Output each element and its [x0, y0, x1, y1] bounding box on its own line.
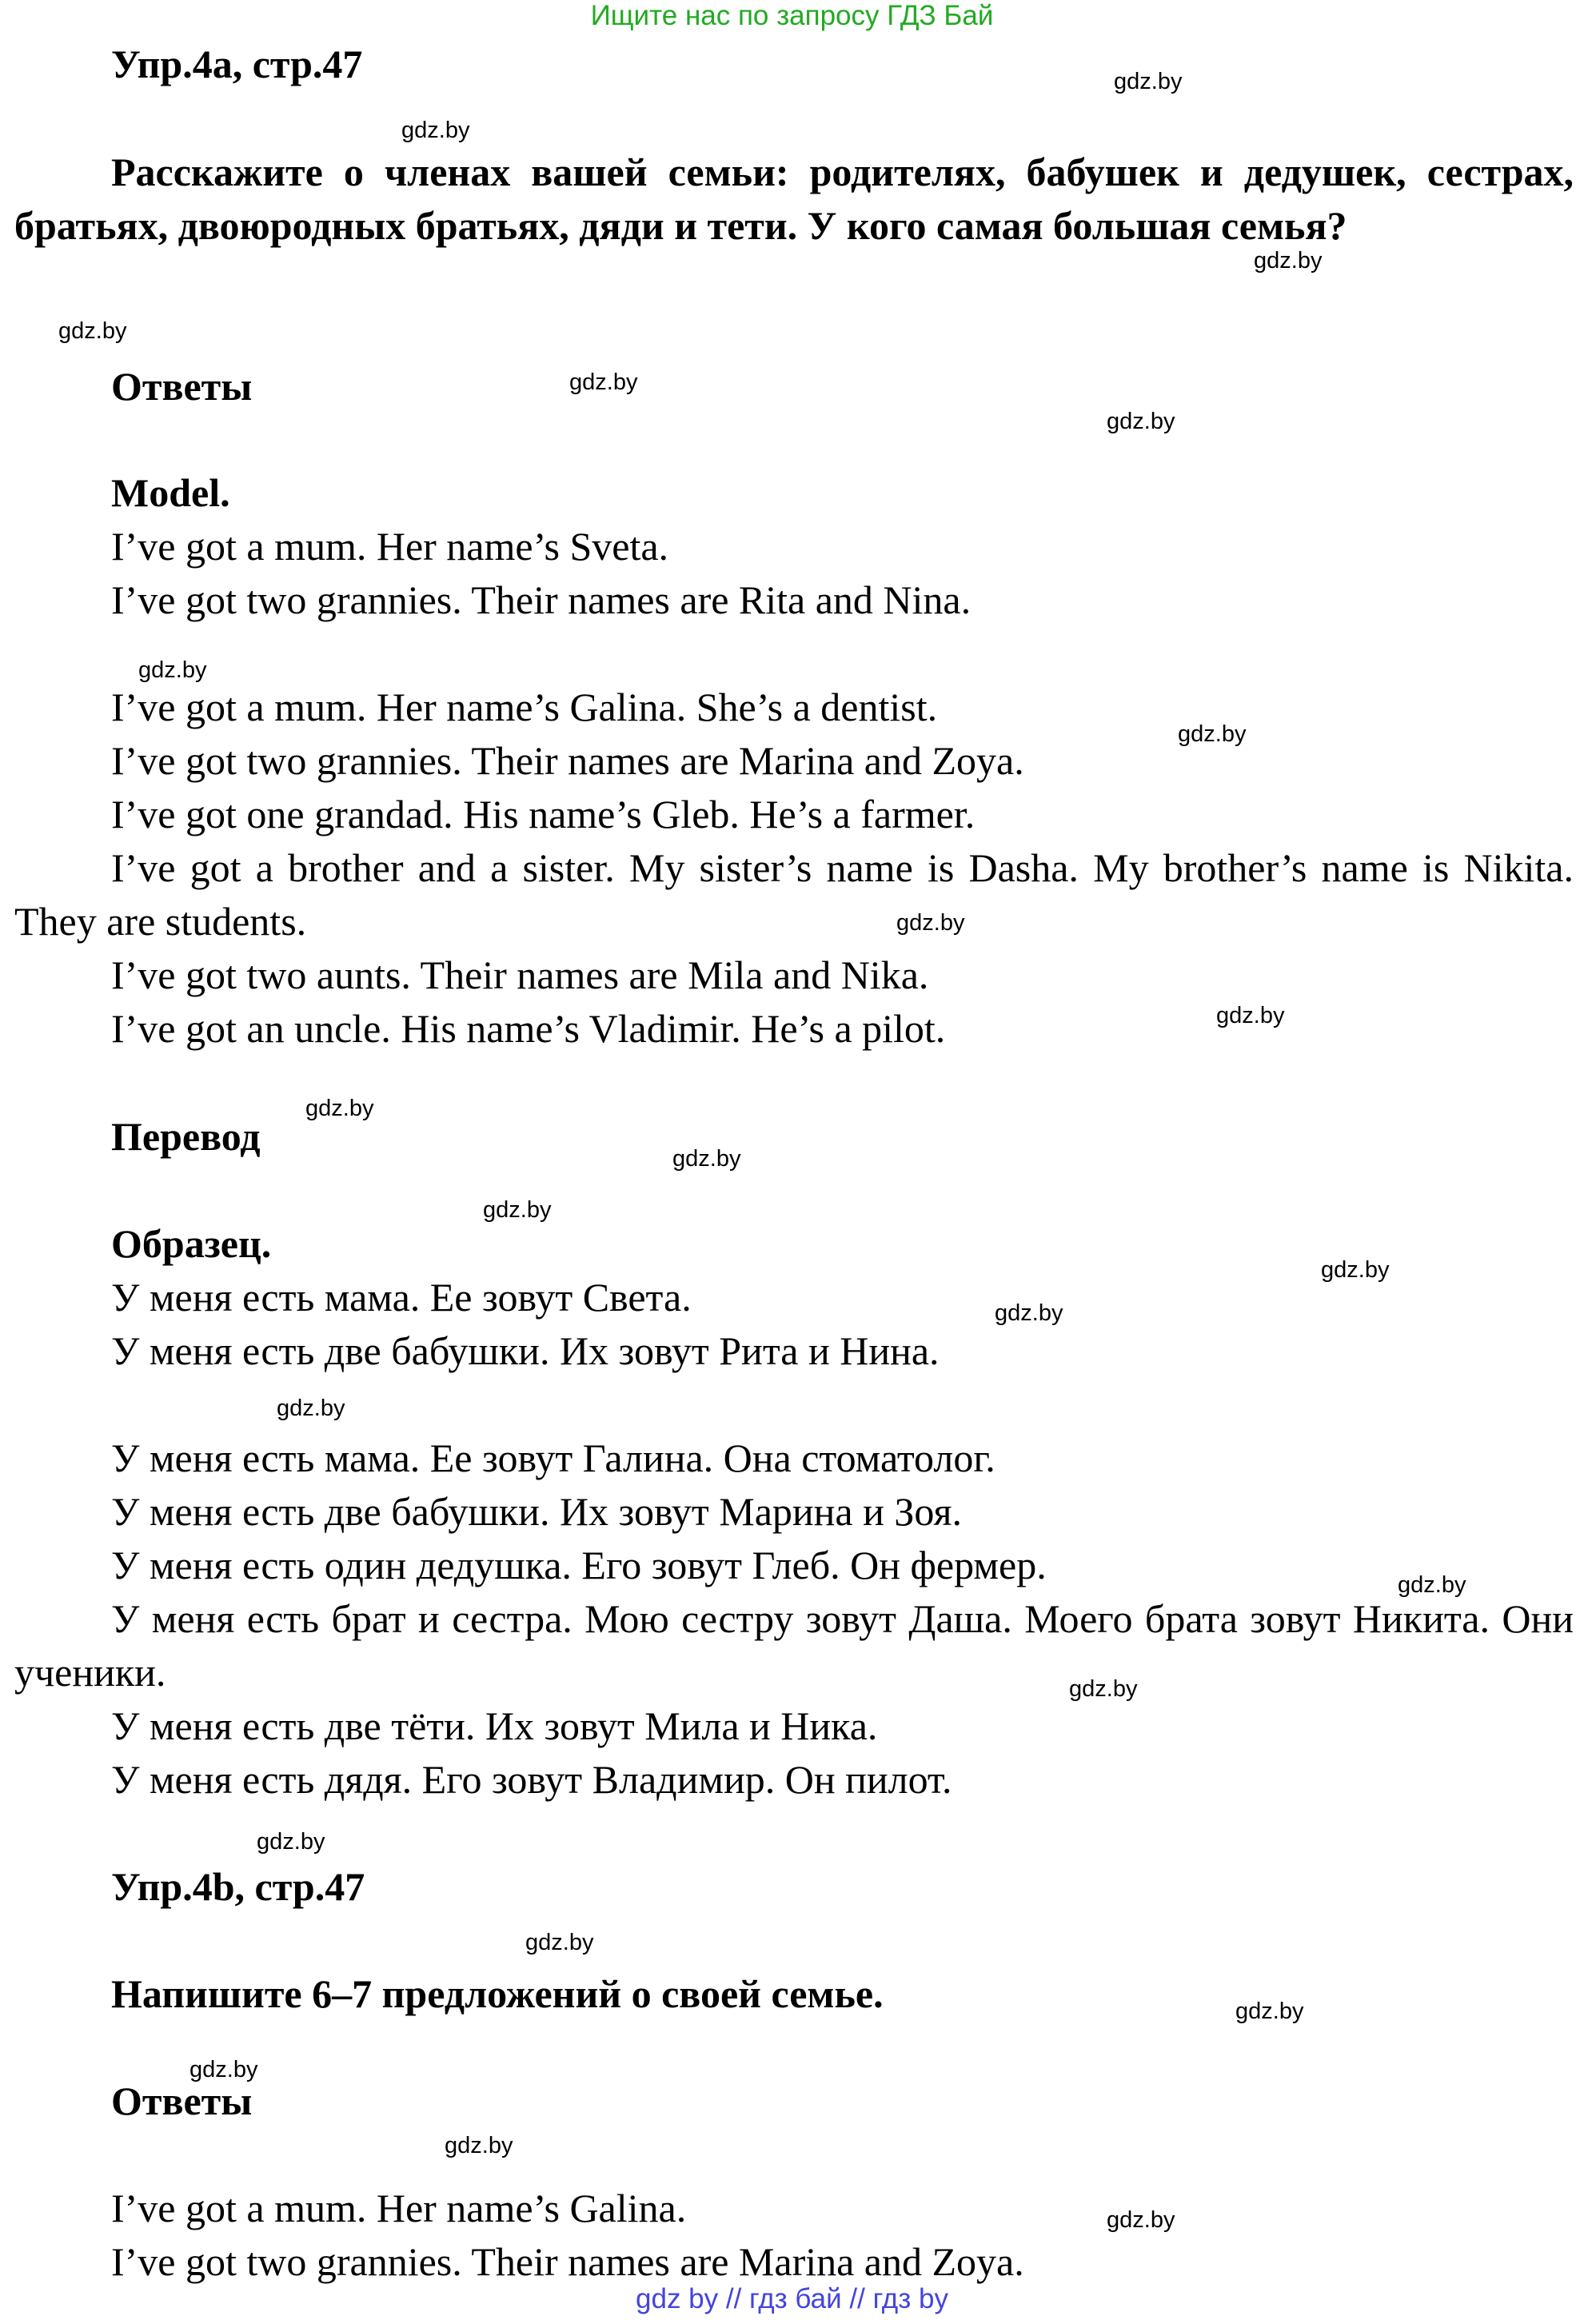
answers-heading-4b: Ответы	[111, 2078, 253, 2123]
watermark: gdz.by	[569, 369, 638, 395]
answer-line: I’ve got a mum. Her name’s Galina.	[111, 2186, 687, 2230]
watermark: gdz.by	[445, 2133, 513, 2158]
sample-line: У меня есть мама. Ее зовут Света.	[111, 1275, 692, 1320]
translation-line: У меня есть мама. Ее зовут Галина. Она стоматолог.	[111, 1436, 995, 1480]
watermark: gdz.by	[58, 318, 127, 344]
watermark: gdz.by	[257, 1829, 325, 1855]
watermark: gdz.by	[525, 1930, 594, 1955]
answers-heading-4a: Ответы	[111, 364, 253, 409]
watermark: gdz.by	[1216, 1003, 1285, 1028]
watermark: gdz.by	[1069, 1676, 1138, 1702]
translation-heading: Перевод	[111, 1114, 261, 1159]
watermark: gdz.by	[1178, 721, 1247, 747]
answer-line: I’ve got two aunts. Their names are Mila and Nika.	[111, 952, 929, 997]
watermark: gdz.by	[190, 2057, 258, 2082]
answer-line: I’ve got one grandad. His name’s Gleb. He’s a farmer.	[111, 792, 976, 837]
model-line: I’ve got a mum. Her name’s Sveta.	[111, 524, 669, 569]
sample-heading: Образец.	[111, 1221, 272, 1266]
exercise-4b-heading: Упр.4b, стр.47	[111, 1864, 365, 1909]
watermark: gdz.by	[138, 657, 207, 683]
translation-line: У меня есть один дедушка. Его зовут Глеб. Он фермер.	[111, 1543, 1047, 1587]
watermark: gdz.by	[401, 118, 470, 143]
answer-line: I’ve got two grannies. Their names are Marina and Zoya.	[111, 738, 1024, 783]
watermark: gdz.by	[305, 1096, 374, 1121]
bottom-banner: gdz by // гдз бай // гдз by	[636, 2283, 948, 2314]
watermark: gdz.by	[1114, 69, 1183, 94]
watermark: gdz.by	[995, 1300, 1063, 1326]
watermark: gdz.by	[672, 1146, 741, 1172]
answer-paragraph: I’ve got a brother and a sister. My sister’s name is Dasha. My brother’s name is Nikita. They are students.	[14, 845, 1574, 944]
watermark: gdz.by	[896, 910, 965, 936]
watermark: gdz.by	[1254, 248, 1323, 274]
sample-line: У меня есть две бабушки. Их зовут Рита и Нина.	[111, 1328, 940, 1373]
watermark: gdz.by	[1107, 2207, 1175, 2233]
watermark: gdz.by	[1321, 1257, 1390, 1283]
exercise-4b-task: Напишите 6–7 предложений о своей семье.	[111, 1971, 884, 2016]
model-line: I’ve got two grannies. Their names are Rita and Nina.	[111, 577, 972, 622]
watermark: gdz.by	[1398, 1572, 1466, 1598]
answer-line: I’ve got an uncle. His name’s Vladimir. He’s a pilot.	[111, 1006, 946, 1051]
watermark: gdz.by	[1107, 409, 1175, 434]
answer-line: I’ve got a mum. Her name’s Galina. She’s a dentist.	[111, 685, 938, 729]
top-banner: Ищите нас по запросу ГДЗ Бай	[590, 0, 994, 31]
translation-line: У меня есть две тёти. Их зовут Мила и Ника.	[111, 1703, 878, 1748]
watermark: gdz.by	[1235, 1999, 1304, 2024]
exercise-4a-task: Расскажите о членах вашей семьи: родителях, бабушек и дедушек, сестрах, братьях, двоюродных братьях, дяди и тети. У кого самая большая семья?	[14, 150, 1574, 248]
translation-line: У меня есть две бабушки. Их зовут Марина и Зоя.	[111, 1489, 962, 1534]
model-heading: Model.	[111, 470, 230, 515]
exercise-4a-heading: Упр.4a, стр.47	[111, 42, 363, 86]
watermark: gdz.by	[483, 1197, 552, 1223]
answer-line: I’ve got two grannies. Their names are Marina and Zoya.	[111, 2239, 1024, 2284]
translation-paragraph: У меня есть брат и сестра. Мою сестру зовут Даша. Моего брата зовут Никита. Они ученики.	[14, 1596, 1574, 1695]
watermark: gdz.by	[277, 1396, 345, 1421]
translation-line: У меня есть дядя. Его зовут Владимир. Он пилот.	[111, 1757, 952, 1802]
